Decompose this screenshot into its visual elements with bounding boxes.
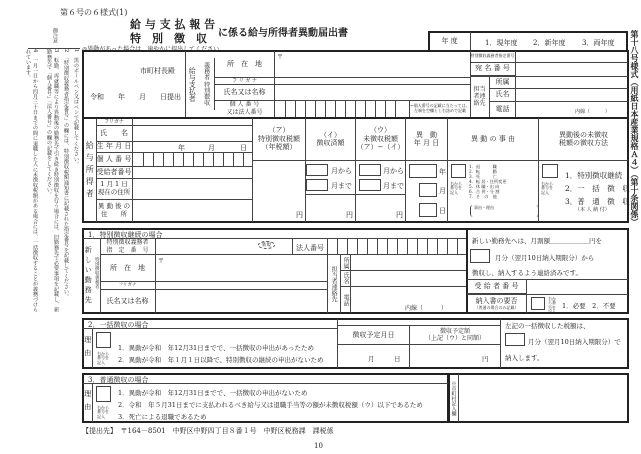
notes xyxy=(25,48,80,314)
sec2-circle-note: 右から番号を記入 xyxy=(97,351,109,365)
title-part3: に係る給与所得者異動届出書 xyxy=(218,28,348,39)
col-u-yen: 円 xyxy=(396,211,403,219)
change-year-input[interactable] xyxy=(409,164,437,178)
sec2-reason-input[interactable] xyxy=(96,332,111,348)
reason-1: 1．退 職 xyxy=(469,164,497,169)
sec2-right-3: 納入します。 xyxy=(505,354,544,362)
col-u-header: （ウ） 未徴収税額 （ア）−（イ） xyxy=(356,126,405,152)
method-2: 2．一 括 徴 収 xyxy=(565,184,630,193)
sec1-ext: 内線（ ） xyxy=(405,305,448,312)
col-a-header: （ア） 特別徴収税額 （年税額） xyxy=(258,126,300,152)
title-part2: 特 別 徴 収 xyxy=(130,32,207,45)
col-u-to: 月まで xyxy=(383,182,404,190)
sched-date-label: 徴収予定月日 xyxy=(352,330,395,339)
payer-id-note: ←個人番号の記載に当たっては、左端を空欄とし右詰めで記載 xyxy=(410,103,470,113)
payer-name-label: 氏名又は名称 xyxy=(215,84,275,101)
col-u-from: 月から xyxy=(383,167,404,175)
sec1-side-label: 新しい勤務先 xyxy=(84,246,93,306)
emp-recv-label: 受給者番号 xyxy=(96,166,133,179)
sec3-title: 3．普通徴収の場合 xyxy=(88,376,149,384)
address-number-label: 宛 名 番 号 xyxy=(470,62,516,76)
reason-code-input[interactable] xyxy=(451,164,466,178)
col-reason-header: 異 動 の 事 由 xyxy=(471,134,515,143)
note-4: 4 一月一日から四月三十日までの間に退職した人に未徴収税額がある場合には、一括徴収することが義務づけられています。 xyxy=(25,49,38,313)
col-method-header: 異動後の未徴収 税額の徴収方法 xyxy=(559,130,608,147)
payer-id-label: 個 人 番 号 又は法人番号 xyxy=(215,100,275,117)
sec3-reason-3: 3．死亡による退職であるため xyxy=(118,413,207,421)
reason-4: 4．転 居・住所変更 xyxy=(469,179,507,184)
slip-label: 納入書の要否 xyxy=(475,297,518,306)
emp-after-label: 異 動 後 の 住 所 xyxy=(96,199,133,222)
reason-detail-input[interactable]: 事由・理由 xyxy=(470,205,539,217)
sec1-tel-label: 電話 xyxy=(341,286,351,313)
slip-options: 1．必要 2．不要 xyxy=(562,302,616,310)
method-code-input[interactable] xyxy=(542,164,558,178)
side-title: 第十八号様式（用紙日本産業規格Ａ４）（第十条関係） xyxy=(630,30,640,226)
slip-sub: （普通の場合のみ記載） xyxy=(474,304,519,310)
sec3-reason-input[interactable] xyxy=(96,386,111,402)
sec2-month-input[interactable] xyxy=(505,333,525,346)
col-date-header: 異 動 年 月 日 xyxy=(413,130,440,147)
employee-side-label: 給与所得者 xyxy=(83,119,97,222)
reason-6: 6．合 併・分 割 xyxy=(469,189,500,194)
sec2-reason-label: 理由 xyxy=(83,329,93,368)
corp-number-label: 法人番号 xyxy=(296,244,324,252)
col-u-from-input[interactable] xyxy=(359,164,381,176)
city-use-label: ※市町村記入欄 xyxy=(449,374,459,422)
emp-furigana-label: フリガナ xyxy=(96,118,133,126)
sec1-spec-label: 特別徴収義務者 指 定 番 号 xyxy=(106,239,149,254)
sec1-msg-3: 徴収し、納入するよう連絡済みです。 xyxy=(472,269,582,277)
notes-title: 御注意 xyxy=(52,28,58,43)
reason-7: 7．そ の 他 xyxy=(469,194,497,199)
sec1-postal: 〒 xyxy=(158,258,165,265)
col-i-header: （イ） 徴収済額 xyxy=(316,130,345,147)
sec2-reason-2: 2．異動が令和 年１月１日以降で、特別徴収の継続の申出がないため xyxy=(118,356,324,364)
sec1-msg-1: 新しい勤務先へは、月割額＿＿＿＿＿＿円を xyxy=(472,237,602,245)
notice: ◎異動があった場合は、速やかに提出してください。 xyxy=(82,46,226,53)
emp-dob-label: 生 年 月 日 xyxy=(96,141,133,153)
change-day-input[interactable] xyxy=(419,203,437,217)
payer-postal: 〒 xyxy=(277,54,284,61)
note-3: 3 転勤、再就職等により異動後の勤務先で引き続き特別徴収を行う場合には、旧勤務先で必要事項を記載し、新勤務先で「個人番号」「法人番号」の欄の記載をしてください。 xyxy=(46,49,59,313)
dob-year: 年 xyxy=(178,144,185,152)
spec-number-label: 特別徴収義務者指定番号 xyxy=(470,51,516,63)
sec1-msg-2: 月分（翌月10日納入期限分）から xyxy=(495,254,595,262)
sec1-contact-label: 担当者連絡先 xyxy=(327,255,341,313)
sec3-reason-1: 1．異動が令和 年12月31日までで、一括徴収の申出がないため xyxy=(118,389,308,397)
payer-address-label: 所 在 地 xyxy=(215,51,275,78)
sec3-circle-note: 右から番号を記入 xyxy=(97,405,109,419)
sec1-furigana-label: フリガナ xyxy=(118,282,137,288)
sched-yen[interactable]: 円 xyxy=(482,355,489,363)
tel-label: 電話 xyxy=(490,101,516,117)
year-option-current[interactable]: 1．現年度 xyxy=(485,39,518,47)
sec2-right-1: 左記の一括徴収した税額は、 xyxy=(505,322,590,330)
corp-number-digits[interactable] xyxy=(327,239,466,254)
sec1-name-label: 氏名又は名称 xyxy=(106,296,149,305)
person-label: 氏名 xyxy=(490,88,516,102)
method-3: 3．普 通 徴 収 xyxy=(565,197,630,206)
sec1-slip-label xyxy=(467,294,527,313)
dept-label: 所属 xyxy=(490,76,516,89)
sec1-person-label: 氏名 xyxy=(341,270,351,287)
city-use-box xyxy=(448,373,629,423)
sec1-dept-label: 所属 xyxy=(341,255,351,271)
submission-destination: 【提出先】 〒164－8501 中野区中野四丁目８番１号 中野区税務課 課税係 xyxy=(82,427,334,435)
dob-month: 月 xyxy=(208,144,215,152)
change-year-unit: 年 xyxy=(439,168,446,176)
sec3-reason-2: 2．令和 年５月31日までに支払われるべき給与又は退職手当等の額が未徴収税額（ウ）以下であるため xyxy=(118,401,423,409)
sched-month-day[interactable]: 月 日 xyxy=(368,355,401,363)
emp-id-digits[interactable] xyxy=(133,152,253,166)
col-i-to-input[interactable] xyxy=(306,179,328,191)
note-2: 2 「特別徴収義務者指定番号」の欄には、特別徴収税額通知書に記載された指定番号を記載してください。 xyxy=(63,49,69,300)
reason-5: 5．休 職・出 向 xyxy=(469,184,500,189)
mayor-label: 市町村長殿 xyxy=(140,67,175,75)
sec1-side-paren: 特別徴収義務者 xyxy=(94,257,100,289)
payer-role: 給与支払者 xyxy=(185,51,198,117)
year-option-new[interactable]: 2．新年度 xyxy=(533,39,566,47)
col-i-from-input[interactable] xyxy=(306,164,328,176)
col-i-from: 月から xyxy=(331,167,352,175)
slip-circle-note: 右から番号を記入 xyxy=(548,296,556,315)
change-day-unit: 日 xyxy=(439,207,446,215)
reason-circle-note: 右から番号を記入 xyxy=(450,181,462,195)
col-i-yen: 円 xyxy=(346,211,353,219)
payer-id-digits[interactable] xyxy=(275,100,410,117)
col-i-to: 月まで xyxy=(331,182,352,190)
col-u-to-input[interactable] xyxy=(359,179,381,191)
new-marker: 新規 xyxy=(258,241,275,249)
change-month-unit: 月 xyxy=(439,187,446,195)
note-1: 1 黒のボールペン又はペンで記載してください。 xyxy=(73,49,79,167)
year-option-both[interactable]: 3．両年度 xyxy=(582,39,615,47)
sched-amount-label: 徴収予定額 （上記（ウ）と同額） xyxy=(424,327,485,342)
emp-id-label: 個 人 番 号 xyxy=(96,152,133,167)
sec1-recv-label: 受 給 者 番 号 xyxy=(467,279,527,294)
reason-2: 2．転 勤 xyxy=(469,169,497,174)
contact-label: 担当者連絡先 xyxy=(470,76,490,117)
payer-role-paren: 義務者 特別徴収 xyxy=(198,58,215,110)
reason-3: 3．死 亡 xyxy=(469,174,497,179)
reason-list xyxy=(469,164,507,199)
change-month-input[interactable] xyxy=(419,183,437,197)
method-3-note: （本 人 納 付） xyxy=(575,207,610,213)
col-a-yen: 円 xyxy=(296,211,303,219)
title-part1: 給 与 支 払 報 告 xyxy=(130,18,216,31)
sec2-reason-1: 1．異動が令和 年12月31日までで、一括徴収の申出があったため xyxy=(118,344,314,352)
payer-ext: 内線（ ） xyxy=(575,109,611,115)
slip-code-input[interactable] xyxy=(531,297,545,310)
method-1: 1．特別徴収継続 xyxy=(565,171,623,180)
sec2-right-2: 月分（翌月10日納入期限分）で xyxy=(528,338,621,346)
sec2-title: 2．一括徴収の場合 xyxy=(88,321,149,329)
sec1-address-label: 所 在 地 xyxy=(110,263,145,272)
year-label: 年 度 xyxy=(429,32,471,51)
emp-name-label: 氏 名 xyxy=(96,125,133,142)
sec1-title: 1．特別徴収継続の場合 xyxy=(88,231,163,239)
method-circle-note: 右から番号を記入 xyxy=(541,181,553,195)
submit-date[interactable]: 令和 年 月 日提出 xyxy=(90,93,181,101)
sec1-start-month-input[interactable] xyxy=(470,249,490,263)
emp-jan1-label: 1 月 1 日 現在の住所 xyxy=(96,178,133,200)
sec3-reason-label: 理由 xyxy=(83,384,93,422)
payer-furigana-label: フ リ ガ ナ xyxy=(215,77,275,85)
page-number: 10 xyxy=(314,442,323,450)
form-number: 第６号の６様式(1) xyxy=(60,8,128,17)
dob-day: 日 xyxy=(240,144,247,152)
